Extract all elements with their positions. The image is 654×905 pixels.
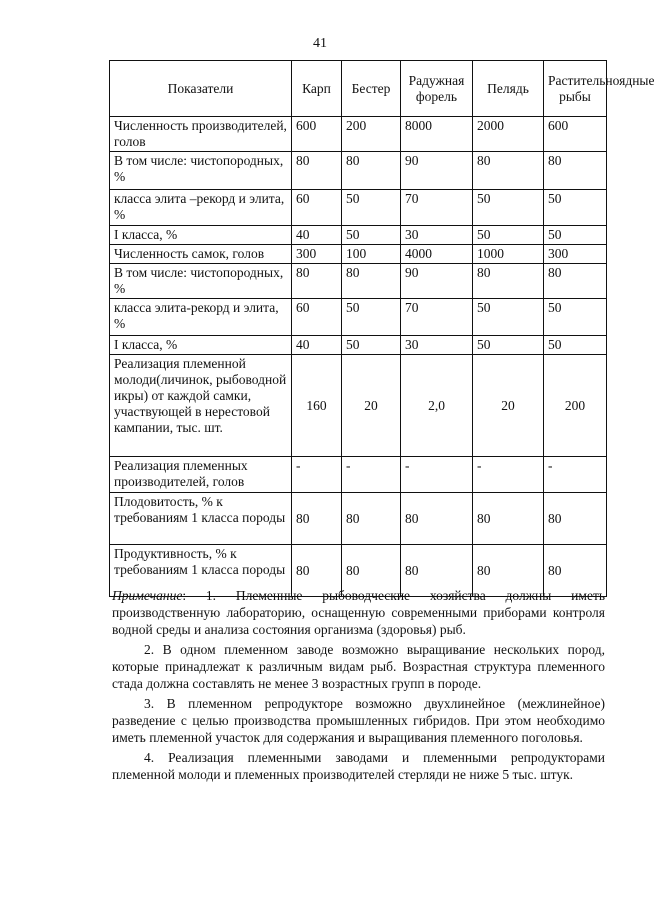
cell-value: - — [401, 457, 473, 493]
cell-value: 200 — [342, 117, 401, 152]
cell-value: 600 — [292, 117, 342, 152]
table-row — [110, 336, 607, 355]
row-label: В том числе: чистопородных, % — [110, 264, 292, 299]
note-1-text: : 1. Племенные рыбоводческие хозяйства должны иметь производственную лабораторию, оснащенную современными приборами контроля водной среды и анализа состояния организма (здоровья) рыб. — [112, 588, 605, 637]
cell-value: 50 — [473, 336, 544, 355]
header-herbivorous-fish: Растительноядные рыбы — [544, 61, 607, 117]
cell-value: 50 — [473, 190, 544, 226]
header-rainbow-trout: Радужная форель — [401, 61, 473, 117]
table-row — [110, 457, 607, 493]
cell-value: 40 — [292, 336, 342, 355]
table-row — [110, 355, 607, 457]
header-karp: Карп — [292, 61, 342, 117]
cell-value: 70 — [401, 299, 473, 336]
table-row — [110, 190, 607, 226]
cell-value: 20 — [342, 355, 401, 457]
table-row — [110, 152, 607, 190]
cell-value: 300 — [292, 245, 342, 264]
note-3: 3. В племенном репродукторе возможно двухлинейное (межлинейное) разведение с целью производства промышленных гибридов. При этом необходимо иметь племенной участок для содержания и выращивания племенного поголовья. — [112, 696, 605, 745]
cell-value: 4000 — [401, 245, 473, 264]
cell-value: 50 — [544, 226, 607, 245]
row-label: класса элита-рекорд и элита, % — [110, 299, 292, 336]
cell-value: 50 — [473, 299, 544, 336]
cell-value: 90 — [401, 152, 473, 190]
cell-value: 160 — [292, 355, 342, 457]
cell-value: 200 — [544, 355, 607, 457]
table-row — [110, 299, 607, 336]
cell-value: 50 — [473, 226, 544, 245]
table-row — [110, 117, 607, 152]
cell-value: 80 — [342, 545, 401, 597]
cell-value: 60 — [292, 299, 342, 336]
cell-value: - — [292, 457, 342, 493]
row-label: Численность производителей, голов — [110, 117, 292, 152]
cell-value: 2,0 — [401, 355, 473, 457]
row-label: I класса, % — [110, 226, 292, 245]
cell-value: 80 — [401, 545, 473, 597]
cell-value: 600 — [544, 117, 607, 152]
cell-value: - — [342, 457, 401, 493]
cell-value: 1000 — [473, 245, 544, 264]
cell-value: 40 — [292, 226, 342, 245]
header-bester: Бестер — [342, 61, 401, 117]
cell-value: 80 — [473, 493, 544, 545]
cell-value: 50 — [342, 336, 401, 355]
row-label: I класса, % — [110, 336, 292, 355]
row-label: Продуктивность, % к требованиям 1 класса породы — [110, 545, 292, 597]
breeding-indicators-table — [109, 60, 654, 597]
cell-value: 50 — [342, 226, 401, 245]
note-2: 2. В одном племенном заводе возможно выращивание нескольких пород, которые принадлежат к различным видам рыб. Возрастная структура племенного стада должна составлять не менее 3 возрастных групп в породе. — [112, 642, 605, 691]
cell-value: 80 — [544, 152, 607, 190]
cell-value: 80 — [292, 493, 342, 545]
cell-value: 80 — [342, 493, 401, 545]
cell-value: 20 — [473, 355, 544, 457]
cell-value: 50 — [342, 299, 401, 336]
cell-value: 2000 — [473, 117, 544, 152]
cell-value: 50 — [544, 299, 607, 336]
cell-value: 80 — [544, 264, 607, 299]
cell-value: 80 — [544, 545, 607, 597]
cell-value: - — [473, 457, 544, 493]
header-indicators: Показатели — [110, 61, 292, 117]
row-label: Реализация племенной молоди(личинок, рыбоводной икры) от каждой самки, участвующей в нерестовой кампании, тыс. шт. — [110, 355, 292, 457]
row-label: Реализация племенных производителей, голов — [110, 457, 292, 493]
row-label: Плодовитость, % к требованиям 1 класса породы — [110, 493, 292, 545]
note-1 — [112, 587, 605, 638]
table-row — [110, 493, 607, 545]
cell-value: 80 — [473, 152, 544, 190]
cell-value: 30 — [401, 336, 473, 355]
notes-section — [112, 587, 605, 786]
cell-value: 60 — [292, 190, 342, 226]
cell-value: 80 — [292, 152, 342, 190]
cell-value: 80 — [473, 545, 544, 597]
cell-value: 50 — [544, 336, 607, 355]
table-row — [110, 245, 607, 264]
cell-value: 90 — [401, 264, 473, 299]
cell-value: 300 — [544, 245, 607, 264]
cell-value: 70 — [401, 190, 473, 226]
row-label: класса элита –рекорд и элита, % — [110, 190, 292, 226]
cell-value: 50 — [544, 190, 607, 226]
cell-value: 30 — [401, 226, 473, 245]
cell-value: 80 — [292, 545, 342, 597]
cell-value: - — [544, 457, 607, 493]
cell-value: 80 — [342, 264, 401, 299]
table-header-row — [110, 61, 607, 117]
cell-value: 80 — [292, 264, 342, 299]
note-4: 4. Реализация племенными заводами и племенными репродукторами племенной молоди и племенных производителей стерляди не ниже 5 тыс. штук. — [112, 750, 605, 782]
cell-value: 80 — [544, 493, 607, 545]
cell-value: 100 — [342, 245, 401, 264]
cell-value: 80 — [401, 493, 473, 545]
cell-value: 50 — [342, 190, 401, 226]
cell-value: 8000 — [401, 117, 473, 152]
cell-value: 80 — [473, 264, 544, 299]
row-label: Численность самок, голов — [110, 245, 292, 264]
note-prefix: Примечание — [112, 588, 183, 603]
table-row — [110, 226, 607, 245]
table-row — [110, 264, 607, 299]
page-number: 41 — [313, 36, 327, 51]
row-label: В том числе: чистопородных, % — [110, 152, 292, 190]
header-peled: Пелядь — [473, 61, 544, 117]
cell-value: 80 — [342, 152, 401, 190]
